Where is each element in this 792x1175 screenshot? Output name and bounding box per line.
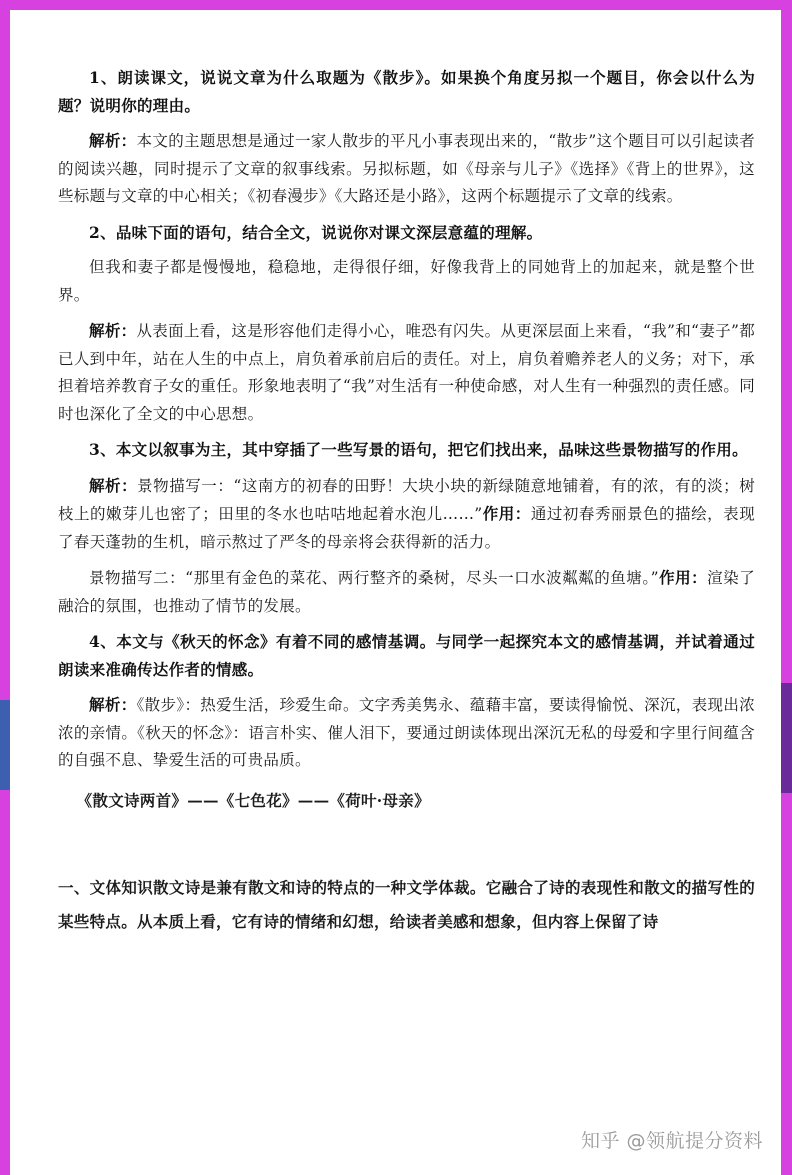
right-edge-strip xyxy=(780,683,792,793)
scene-1-text: 景物描写一：“这南方的初春的田野！大块小块的新绿随意地铺着，有的浓，有的淡；树枝上的嫩芽儿也密了；田里的冬水也咕咕地起着水泡儿……” xyxy=(58,476,755,523)
analysis-label: 解析： xyxy=(89,321,137,340)
answer-3 xyxy=(58,472,755,557)
question-3: 3、本文以叙事为主，其中穿插了一些写景的语句，把它们找出来，品味这些景物描写的作用。 xyxy=(89,440,748,459)
answer-4 xyxy=(58,691,755,775)
left-edge-strip xyxy=(0,700,10,790)
section-1-paragraph: 一、文体知识散文诗是兼有散文和诗的特点的一种文学体裁。它融合了诗的表现性和散文的描写性的某些特点。从本质上看，它有诗的情绪和幻想，给读者美感和想象，但内容上保留了诗 xyxy=(58,877,755,931)
effect-label: 作用： xyxy=(482,504,531,523)
analysis-text: 从表面上看，这是形容他们走得小心，唯恐有闪失。从更深层面上来看，“我”和“妻子”都已人到中年，站在人生的中点上，肩负着承前启后的责任。对上，肩负着赡养老人的义务；对下，承担着培养教育子女的重任。形象地表明了“我”对生活有一种使命感，对人生有一种强烈的责任感。同时也深化了全文的中心思想。 xyxy=(58,322,756,423)
question-2: 2、品味下面的语句，结合全文，说说你对课文深层意蕴的理解。 xyxy=(89,222,543,242)
analysis-label: 解析： xyxy=(89,695,137,714)
analysis-text: 《散步》：热爱生活，珍爱生命。文字秀美隽永、蕴藉丰富，要读得愉悦、深沉，表现出浓浓的亲情。《秋天的怀念》：语言朴实、催人泪下，要通过朗读体现出深沉无私的母爱和字里行间蕴含的自强不息、挚爱生活的可贵品质。 xyxy=(58,696,755,769)
document-content xyxy=(58,64,755,939)
scene-2-text: 景物描写二：“那里有金色的菜花、两行整齐的桑树，尽头一口水波粼粼的鱼塘。” xyxy=(89,569,659,587)
analysis-label: 解析： xyxy=(89,475,138,495)
question-1: 1、朗读课文，说说文章为什么取题为《散步》。如果换个角度另拟一个题目，你会以什么为题？说明你的理由。 xyxy=(58,68,755,115)
section-title: 《散文诗两首》——《七色花》——《荷叶·母亲》 xyxy=(76,790,430,810)
effect-label: 作用： xyxy=(658,568,708,587)
quote-2: 但我和妻子都是慢慢地，稳稳地，走得很仔细，好像我背上的同她背上的加起来，就是整个世界。 xyxy=(58,258,755,304)
answer-1 xyxy=(58,127,755,211)
analysis-text: 本文的主题思想是通过一家人散步的平凡小事表现出来的，“散步”这个题目可以引起读者的阅读兴趣，同时提示了文章的叙事线索。另拟标题，如《母亲与儿子》《选择》《背上的世界》，这些标题与文章的中心相关；《初春漫步》《大路还是小路》，这两个标题提示了文章的线索。 xyxy=(58,132,755,205)
analysis-label: 解析： xyxy=(89,131,137,150)
document-page xyxy=(10,10,781,1175)
watermark: 知乎 @领航提分资料 xyxy=(580,1130,763,1152)
question-4: 4、本文与《秋天的怀念》有着不同的感情基调。与同学一起探究本文的感情基调，并试着通过朗读来准确传达作者的情感。 xyxy=(58,632,755,679)
answer-3-scene-2 xyxy=(58,564,755,620)
effect-1-text: 通过初春秀丽景色的描绘，表现了春天蓬勃的生机，暗示熬过了严冬的母亲将会获得新的活力。 xyxy=(58,505,756,551)
effect-2-text: 渲染了融洽的氛围，也推动了情节的发展。 xyxy=(58,569,756,615)
answer-2 xyxy=(58,317,755,428)
